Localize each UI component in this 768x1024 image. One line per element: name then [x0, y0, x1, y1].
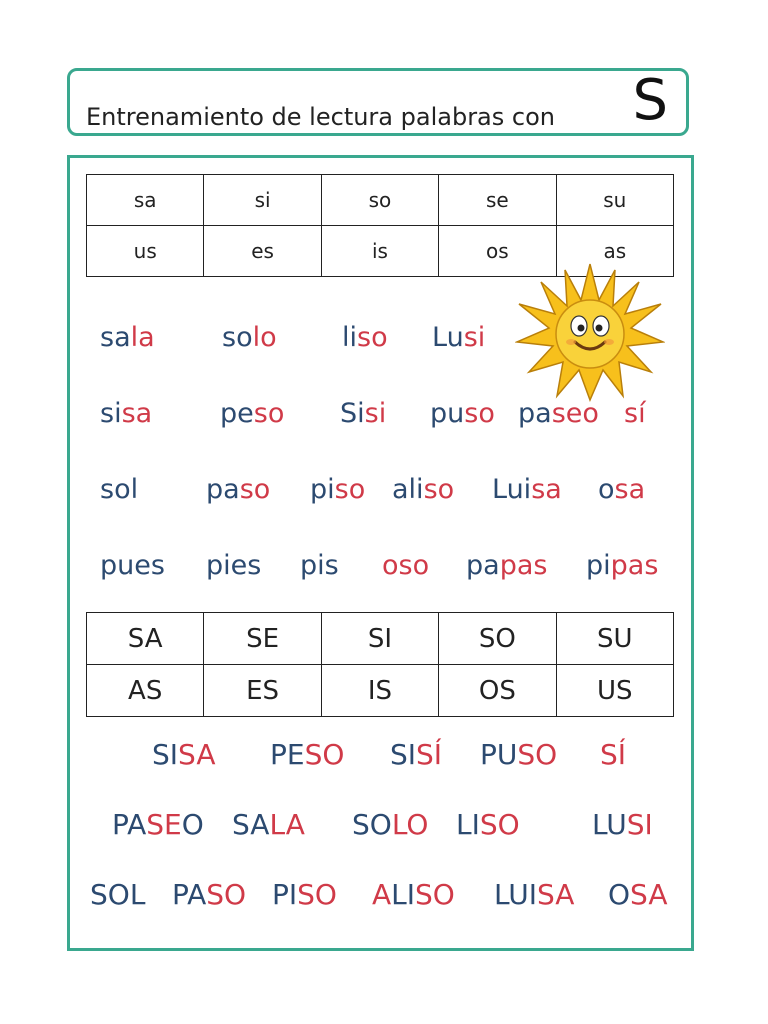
- word: LUISA: [494, 878, 575, 911]
- word: sol: [100, 474, 139, 505]
- syllable-cell: as: [556, 226, 673, 277]
- syllable-cell: IS: [321, 665, 438, 717]
- syllable-cell: SI: [321, 613, 438, 665]
- word: SOLO: [352, 808, 429, 841]
- word: liso: [342, 322, 388, 353]
- syllable-cell: SE: [204, 613, 321, 665]
- table-row: [87, 665, 674, 717]
- word: sisa: [100, 398, 153, 429]
- page-title: Entrenamiento de lectura palabras con: [86, 103, 555, 131]
- word: solo: [222, 322, 277, 353]
- word: SISA: [152, 738, 216, 771]
- word: LUSI: [592, 808, 653, 841]
- table-row: [87, 175, 674, 226]
- word: pues: [100, 550, 165, 581]
- word: peso: [220, 398, 285, 429]
- word: SÍ: [600, 738, 627, 771]
- word: LISO: [456, 808, 520, 841]
- syllable-cell: so: [321, 175, 438, 226]
- syllable-cell: SU: [556, 613, 673, 665]
- syllable-cell: OS: [439, 665, 556, 717]
- word: PISO: [272, 878, 337, 911]
- syllable-cell: US: [556, 665, 673, 717]
- syllable-cell: SA: [87, 613, 204, 665]
- word: PESO: [270, 738, 345, 771]
- word: aliso: [392, 474, 455, 505]
- syllable-cell: us: [87, 226, 204, 277]
- word: papas: [466, 550, 548, 581]
- syllable-cell: su: [556, 175, 673, 226]
- word: PASEO: [112, 808, 204, 841]
- word: Lusi: [432, 322, 486, 353]
- uppercase-syllable-table: [86, 612, 674, 717]
- word: osa: [598, 474, 646, 505]
- syllable-cell: sa: [87, 175, 204, 226]
- syllable-cell: SO: [439, 613, 556, 665]
- word: OSA: [608, 878, 668, 911]
- word: SALA: [232, 808, 305, 841]
- syllable-cell: ES: [204, 665, 321, 717]
- table-row: [87, 613, 674, 665]
- word: oso: [382, 550, 430, 581]
- word: Luisa: [492, 474, 562, 505]
- sun-icon: [515, 262, 665, 402]
- word: pis: [300, 550, 339, 581]
- word: paso: [206, 474, 271, 505]
- word: SISÍ: [390, 738, 443, 771]
- word: pies: [206, 550, 262, 581]
- word: SOL: [90, 878, 146, 911]
- word: PASO: [172, 878, 247, 911]
- word: sala: [100, 322, 155, 353]
- title-letter: S: [632, 68, 668, 133]
- word: sí: [624, 398, 646, 429]
- syllable-cell: os: [439, 226, 556, 277]
- syllable-cell: es: [204, 226, 321, 277]
- word: Sisi: [340, 398, 387, 429]
- syllable-cell: si: [204, 175, 321, 226]
- word: ALISO: [372, 878, 455, 911]
- syllable-cell: is: [321, 226, 438, 277]
- word: PUSO: [480, 738, 558, 771]
- syllable-cell: se: [439, 175, 556, 226]
- word: pipas: [586, 550, 659, 581]
- word: piso: [310, 474, 366, 505]
- syllable-cell: AS: [87, 665, 204, 717]
- word: paseo: [518, 398, 599, 429]
- title-box: [67, 68, 689, 136]
- word: puso: [430, 398, 495, 429]
